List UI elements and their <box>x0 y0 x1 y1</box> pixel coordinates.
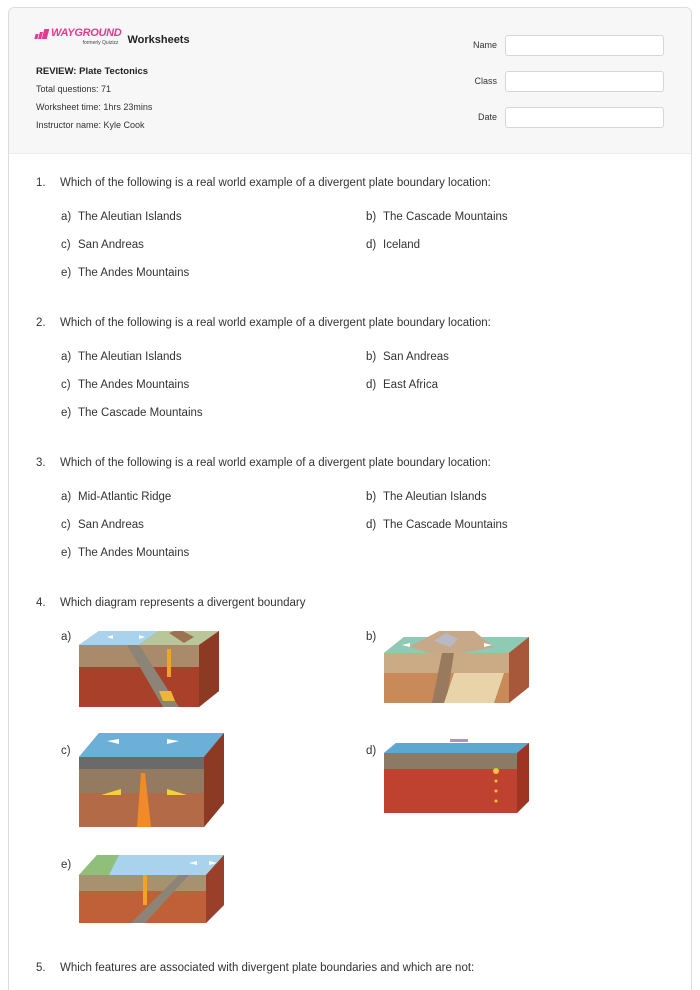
option-a: a) The Aleutian Islands <box>61 351 182 363</box>
option-e: e) The Cascade Mountains <box>61 407 203 419</box>
question-text: 1. Which of the following is a real world example of a divergent plate boundary location: <box>36 177 491 189</box>
class-field-row <box>473 70 664 92</box>
continental-rift-divergent-diagram-icon <box>79 733 224 828</box>
option-c: c) San Andreas <box>61 519 144 531</box>
name-label: Name <box>472 40 497 50</box>
oceanic-hotspot-diagram-icon <box>384 739 529 819</box>
option-d: d) East Africa <box>366 379 438 391</box>
question-text: 5. Which features are associated with divergent plate boundaries and which are not: <box>36 962 475 974</box>
name-input[interactable] <box>505 35 664 56</box>
class-input[interactable] <box>505 71 664 92</box>
option-c: c) The Andes Mountains <box>61 379 190 391</box>
question-text: 3. Which of the following is a real world example of a divergent plate boundary location: <box>36 457 491 469</box>
worksheet-header <box>9 8 691 154</box>
option-a: a) The Aleutian Islands <box>61 211 182 223</box>
logo-subtext: formerly Quizizz <box>82 40 119 46</box>
ocean-continent-subduction-diagram-icon <box>79 631 219 711</box>
option-a-label: a) <box>61 631 72 643</box>
ocean-ocean-subduction-diagram-icon <box>79 853 224 925</box>
worksheet-page <box>8 7 692 990</box>
date-input[interactable] <box>505 107 664 128</box>
option-e: e) The Andes Mountains <box>61 547 190 559</box>
option-d: d) The Cascade Mountains <box>366 519 508 531</box>
option-b: b) The Cascade Mountains <box>366 211 508 223</box>
instructor-name: Instructor name: Kyle Cook <box>36 120 145 130</box>
worksheet-title: REVIEW: Plate Tectonics <box>36 66 149 77</box>
option-b-label: b) <box>366 631 377 643</box>
option-e: e) The Andes Mountains <box>61 267 190 279</box>
date-label: Date <box>477 112 497 122</box>
worksheet-meta <box>36 66 152 138</box>
class-label: Class <box>474 76 497 86</box>
total-questions: Total questions: 71 <box>36 84 112 94</box>
option-e-label: e) <box>61 859 72 871</box>
continent-continent-collision-diagram-icon <box>384 631 529 711</box>
brand <box>35 28 190 46</box>
question-text: 4. Which diagram represents a divergent boundary <box>36 597 306 609</box>
student-fields <box>473 34 664 142</box>
option-b: b) San Andreas <box>366 351 449 363</box>
option-c: c) San Andreas <box>61 239 144 251</box>
logo-mark-icon <box>35 29 49 39</box>
name-field-row <box>473 34 664 56</box>
option-a: a) Mid-Atlantic Ridge <box>61 491 172 503</box>
wayground-logo[interactable] <box>35 28 121 46</box>
option-d: d) Iceland <box>366 239 421 251</box>
worksheet-time: Worksheet time: 1hrs 23mins <box>36 102 153 112</box>
logo-text: WAYGROUND <box>51 27 122 39</box>
date-field-row <box>473 106 664 128</box>
option-c-label: c) <box>61 745 71 757</box>
question-text: 2. Which of the following is a real world example of a divergent plate boundary location: <box>36 317 491 329</box>
product-title: Worksheets <box>127 34 190 46</box>
option-b: b) The Aleutian Islands <box>366 491 487 503</box>
option-d-label: d) <box>366 745 377 757</box>
